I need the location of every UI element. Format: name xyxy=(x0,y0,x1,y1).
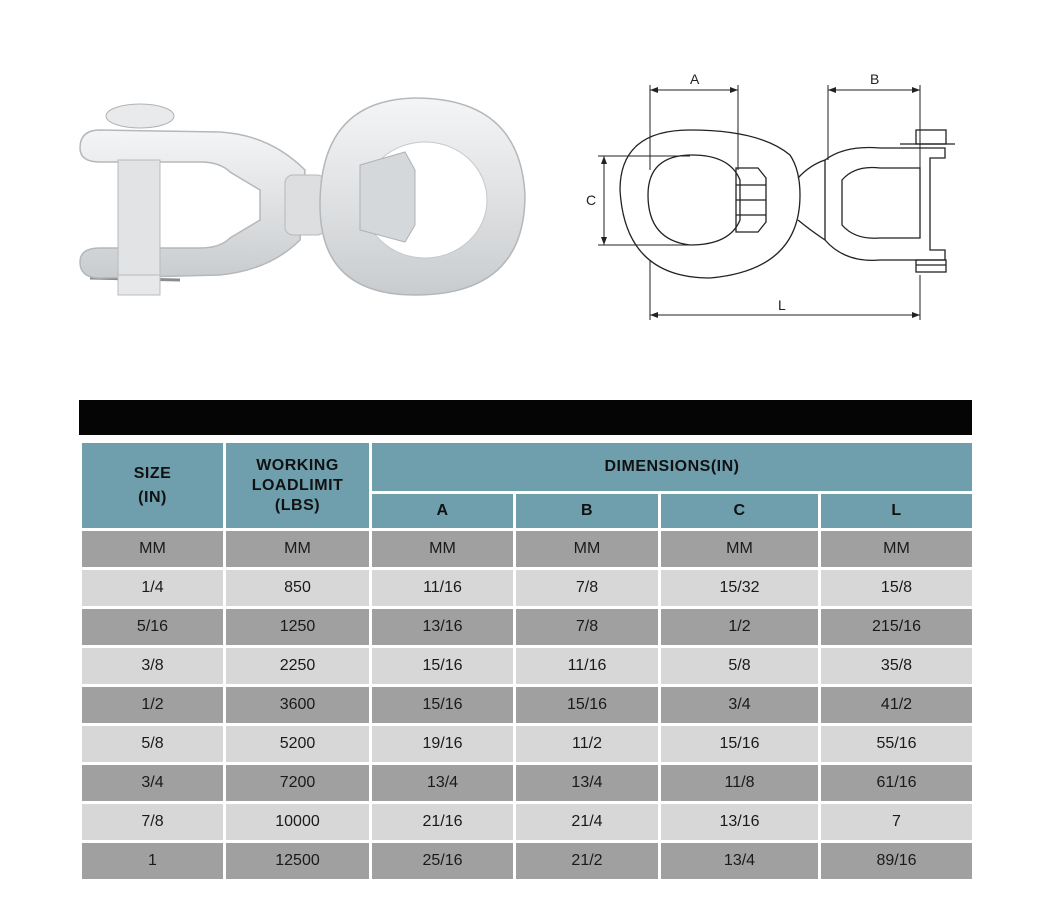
cell-l: 7 xyxy=(820,803,974,842)
cell-c: MM xyxy=(660,530,820,569)
header-dimensions: DIMENSIONS(IN) xyxy=(371,442,974,493)
header-col-b: B xyxy=(515,493,660,530)
header-wll-line2: LOADLIMIT xyxy=(251,476,344,494)
table-row xyxy=(81,569,974,608)
cell-wll: 5200 xyxy=(225,725,371,764)
dimension-label-c: C xyxy=(586,192,597,208)
cell-b: 7/8 xyxy=(515,569,660,608)
cell-l: 35/8 xyxy=(820,647,974,686)
cell-size: 1/4 xyxy=(81,569,225,608)
header-size xyxy=(81,442,225,530)
cell-size: 7/8 xyxy=(81,803,225,842)
table-row xyxy=(81,686,974,725)
cell-size: MM xyxy=(81,530,225,569)
cell-b: 21/4 xyxy=(515,803,660,842)
cell-b: 11/2 xyxy=(515,725,660,764)
cell-wll: 12500 xyxy=(225,842,371,881)
table-row xyxy=(81,530,974,569)
header-size-line2: (IN) xyxy=(138,488,167,506)
header-col-a: A xyxy=(371,493,515,530)
cell-a: 13/16 xyxy=(371,608,515,647)
cell-c: 11/8 xyxy=(660,764,820,803)
header-col-l: L xyxy=(820,493,974,530)
cell-a: 21/16 xyxy=(371,803,515,842)
cell-c: 13/4 xyxy=(660,842,820,881)
table-row xyxy=(81,608,974,647)
header-wll-line1: WORKING xyxy=(256,456,339,474)
cell-l: 55/16 xyxy=(820,725,974,764)
cell-size: 5/8 xyxy=(81,725,225,764)
table-row xyxy=(81,803,974,842)
cell-size: 5/16 xyxy=(81,608,225,647)
cell-c: 15/16 xyxy=(660,725,820,764)
cell-a: 25/16 xyxy=(371,842,515,881)
cell-a: 11/16 xyxy=(371,569,515,608)
cell-b: 7/8 xyxy=(515,608,660,647)
cell-wll: 7200 xyxy=(225,764,371,803)
cell-l: 15/8 xyxy=(820,569,974,608)
header-wll-line3: (LBS) xyxy=(274,496,321,514)
cell-wll: 3600 xyxy=(225,686,371,725)
header-col-c: C xyxy=(660,493,820,530)
cell-l: MM xyxy=(820,530,974,569)
cell-a: 15/16 xyxy=(371,647,515,686)
header-size-line1: SIZE xyxy=(133,464,172,482)
cell-b: 15/16 xyxy=(515,686,660,725)
cell-a: 19/16 xyxy=(371,725,515,764)
cell-b: 21/2 xyxy=(515,842,660,881)
cell-b: 11/16 xyxy=(515,647,660,686)
cell-wll: 1250 xyxy=(225,608,371,647)
cell-a: MM xyxy=(371,530,515,569)
cell-l: 89/16 xyxy=(820,842,974,881)
cell-b: MM xyxy=(515,530,660,569)
header-working-load-limit xyxy=(225,442,371,530)
cell-size: 1 xyxy=(81,842,225,881)
cell-size: 3/4 xyxy=(81,764,225,803)
table-row xyxy=(81,647,974,686)
dimension-label-l: L xyxy=(778,297,786,313)
cell-a: 15/16 xyxy=(371,686,515,725)
cell-c: 15/32 xyxy=(660,569,820,608)
table-title-bar xyxy=(79,400,972,435)
cell-l: 41/2 xyxy=(820,686,974,725)
cell-a: 13/4 xyxy=(371,764,515,803)
table-body xyxy=(81,530,974,881)
table-row xyxy=(81,764,974,803)
cell-b: 13/4 xyxy=(515,764,660,803)
cell-l: 61/16 xyxy=(820,764,974,803)
dimension-label-a: A xyxy=(690,71,700,87)
product-photo xyxy=(30,90,570,310)
cell-wll: 850 xyxy=(225,569,371,608)
cell-c: 5/8 xyxy=(660,647,820,686)
cell-wll: 2250 xyxy=(225,647,371,686)
cell-size: 3/8 xyxy=(81,647,225,686)
cell-c: 3/4 xyxy=(660,686,820,725)
cell-size: 1/2 xyxy=(81,686,225,725)
cell-l: 215/16 xyxy=(820,608,974,647)
dimension-label-b: B xyxy=(870,71,880,87)
table-row xyxy=(81,725,974,764)
cell-wll: MM xyxy=(225,530,371,569)
cell-wll: 10000 xyxy=(225,803,371,842)
cell-c: 1/2 xyxy=(660,608,820,647)
cell-c: 13/16 xyxy=(660,803,820,842)
spec-table xyxy=(79,440,975,882)
table-row xyxy=(81,842,974,881)
dimension-diagram xyxy=(580,60,980,330)
